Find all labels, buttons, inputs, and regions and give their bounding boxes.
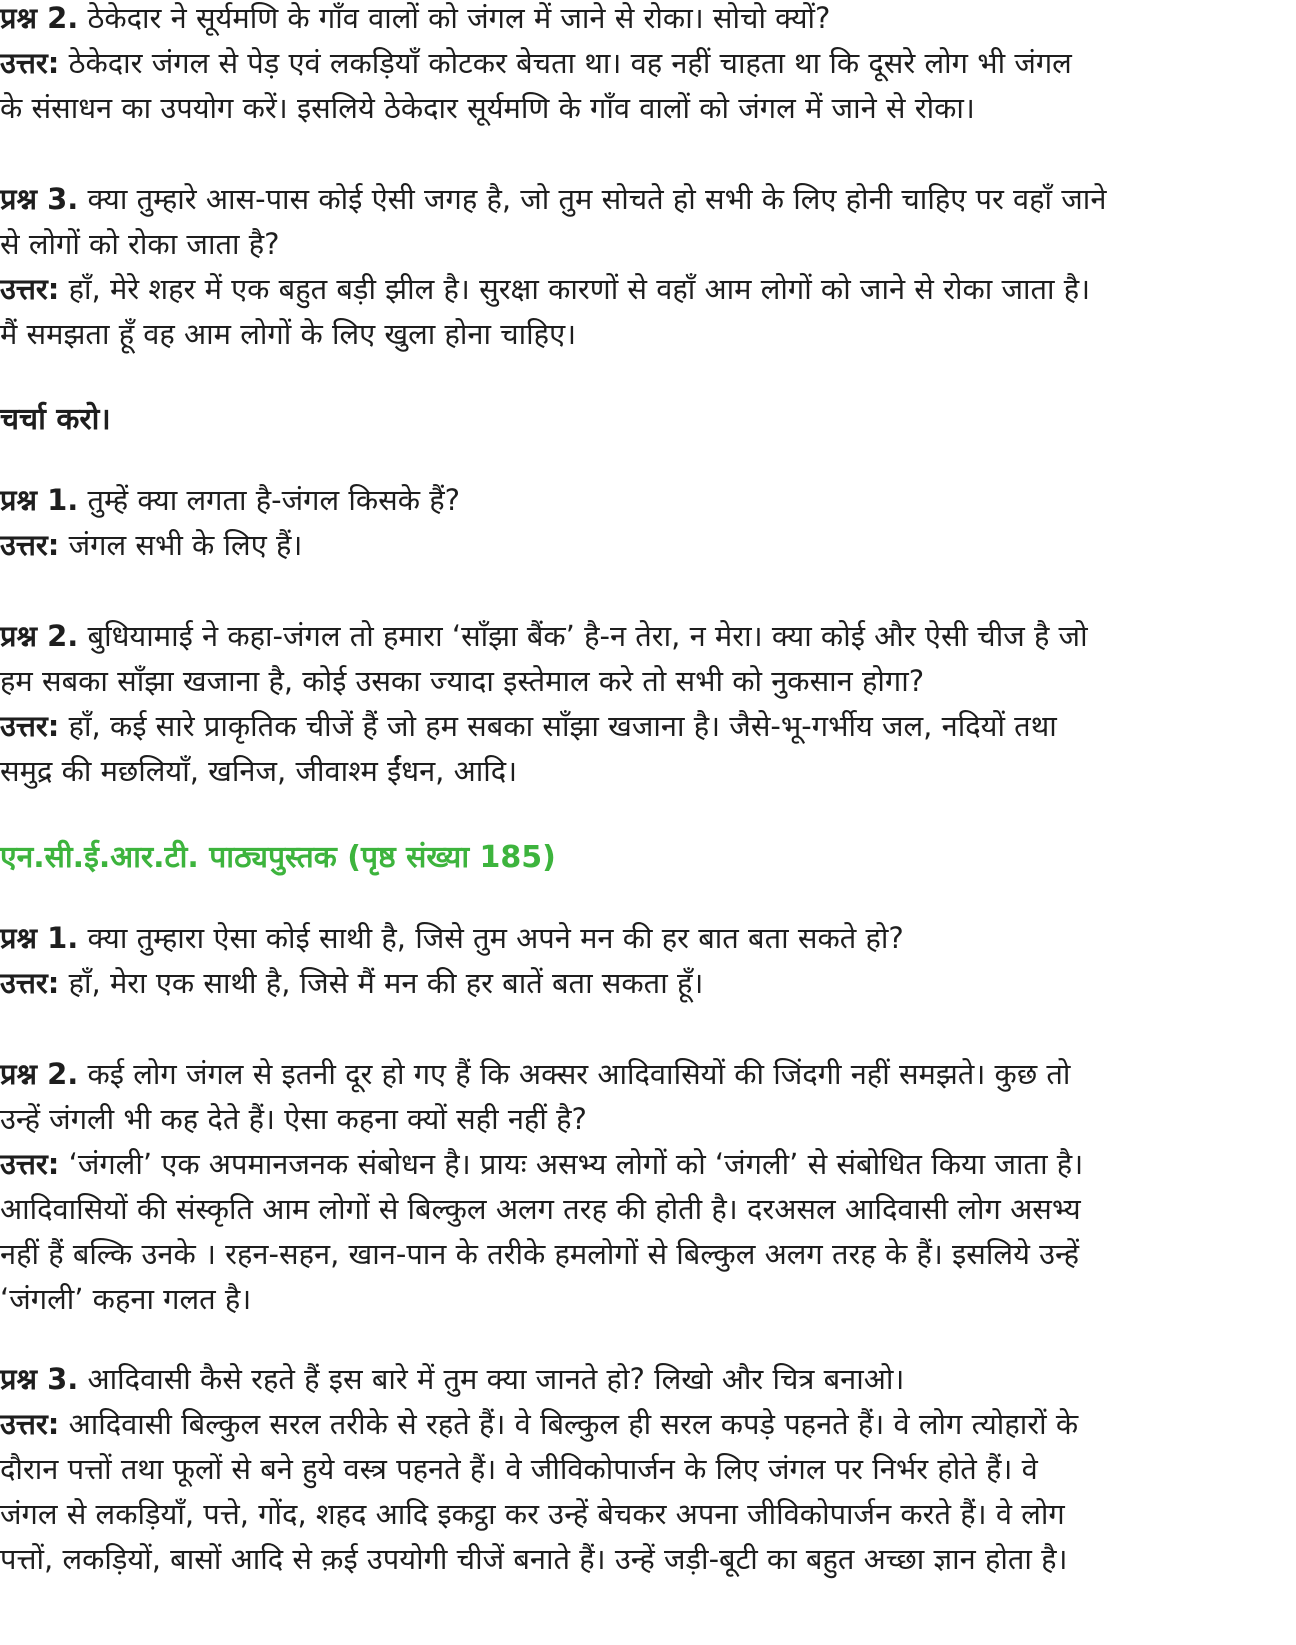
answer-label: उत्तर: (0, 1147, 60, 1181)
answer-line (0, 961, 1288, 1006)
question-text: क्या तुम्हारा ऐसा कोई साथी है, जिसे तुम अपने मन की हर बात बता सकते हो? (87, 921, 904, 955)
answer-text: आदिवासियों की संस्कृति आम लोगों से बिल्कुल अलग तरह की होती है। दरअसल आदिवासी लोग असभ्य (0, 1192, 1081, 1226)
answer-text: हाँ, मेरे शहर में एक बहुत बड़ी झील है। सुरक्षा कारणों से वहाँ आम लोगों को जाने से रोका जाता है। (68, 272, 1091, 306)
qa-block (0, 916, 1288, 1006)
answer-text: ‘जंगली’ एक अपमानजनक संबोधन है। प्रायः असभ्य लोगों को ‘जंगली’ से संबोधित किया जाता है। (68, 1147, 1084, 1181)
question-line (0, 1357, 1288, 1402)
answer-line (0, 312, 1288, 357)
answer-line (0, 86, 1288, 131)
question-text: हम सबका साँझा खजाना है, कोई उसका ज्यादा इस्तेमाल करे तो सभी को नुकसान होगा? (0, 664, 925, 698)
question-label: प्रश्न 2. (0, 1, 79, 35)
answer-text: जंगल से लकड़ियाँ, पत्ते, गोंद, शहद आदि इकट्ठा कर उन्हें बेचकर अपना जीविकोपार्जन करते हैं। वे लोग (0, 1497, 1065, 1531)
answer-text: दौरान पत्तों तथा फूलों से बने हुये वस्त्र पहनते हैं। वे जीविकोपार्जन के लिए जंगल पर निर्भर होते हैं। वे (0, 1452, 1038, 1486)
answer-text: नहीं हैं बल्कि उनके । रहन-सहन, खान-पान के तरीके हमलोगों से बिल्कुल अलग तरह के हैं। इसलिये उन्हें (0, 1237, 1080, 1271)
question-label: प्रश्न 3. (0, 182, 79, 216)
qa-block (0, 177, 1288, 357)
question-label: प्रश्न 2. (0, 1057, 79, 1091)
answer-line (0, 1402, 1288, 1447)
answer-text: समुद्र की मछलियाँ, खनिज, जीवाश्म ईंधन, आदि। (0, 754, 518, 788)
question-text: आदिवासी कैसे रहते हैं इस बारे में तुम क्या जानते हो? लिखो और चित्र बनाओ। (87, 1362, 905, 1396)
answer-text: आदिवासी बिल्कुल सरल तरीके से रहते हैं। वे बिल्कुल ही सरल कपड़े पहनते हैं। वे लोग त्योहारों के (68, 1407, 1079, 1441)
answer-label: उत्तर: (0, 1407, 60, 1441)
answer-line (0, 1447, 1288, 1492)
answer-line (0, 523, 1288, 568)
question-line (0, 916, 1288, 961)
answer-line (0, 1232, 1288, 1277)
answer-text: हाँ, कई सारे प्राकृतिक चीजें हैं जो हम सबका साँझा खजाना है। जैसे-भू-गर्भीय जल, नदियों तथा (68, 709, 1057, 743)
qa-block (0, 1052, 1288, 1322)
question-text: ठेकेदार ने सूर्यमणि के गाँव वालों को जंगल में जाने से रोका। सोचो क्यों? (87, 1, 831, 35)
question-text: बुधियामाई ने कहा-जंगल तो हमारा ‘साँझा बैंक’ है-न तेरा, न मेरा। क्या कोई और ऐसी चीज है जो (87, 619, 1088, 653)
answer-label: उत्तर: (0, 272, 60, 306)
qa-block (0, 0, 1288, 131)
answer-text: ठेकेदार जंगल से पेड़ एवं लकड़ियाँ कोटकर बेचता था। वह नहीं चाहता था कि दूसरे लोग भी जंगल (68, 46, 1072, 80)
answer-text: जंगल सभी के लिए हैं। (68, 528, 303, 562)
question-label: प्रश्न 1. (0, 483, 79, 517)
answer-text: मैं समझता हूँ वह आम लोगों के लिए खुला होना चाहिए। (0, 317, 577, 351)
question-line (0, 478, 1288, 523)
question-label: प्रश्न 1. (0, 921, 79, 955)
answer-label: उत्तर: (0, 966, 60, 1000)
question-line (0, 1052, 1288, 1097)
section-heading-textbook: एन.सी.ई.आर.टी. पाठ्यपुस्तक (पृष्ठ संख्या 185) (0, 840, 556, 875)
answer-line (0, 749, 1288, 794)
qa-block (0, 614, 1288, 794)
answer-line (0, 1187, 1288, 1232)
question-line (0, 1097, 1288, 1142)
answer-line (0, 1492, 1288, 1537)
question-text: से लोगों को रोका जाता है? (0, 227, 280, 261)
answer-label: उत्तर: (0, 709, 60, 743)
question-text: कई लोग जंगल से इतनी दूर हो गए हैं कि अक्सर आदिवासियों की जिंदगी नहीं समझते। कुछ तो (87, 1057, 1071, 1091)
answer-line (0, 1277, 1288, 1322)
question-line (0, 614, 1288, 659)
answer-text: के संसाधन का उपयोग करें। इसलिये ठेकेदार सूर्यमणि के गाँव वालों को जंगल में जाने से रोका। (0, 91, 975, 125)
question-label: प्रश्न 2. (0, 619, 79, 653)
question-line (0, 177, 1288, 222)
question-line (0, 659, 1288, 704)
question-text: तुम्हें क्या लगता है-जंगल किसके हैं? (87, 483, 460, 517)
qa-block (0, 478, 1288, 568)
question-text: उन्हें जंगली भी कह देते हैं। ऐसा कहना क्यों सही नहीं है? (0, 1102, 587, 1136)
answer-text: ‘जंगली’ कहना गलत है। (0, 1282, 252, 1316)
answer-line (0, 1537, 1288, 1582)
answer-label: उत्तर: (0, 528, 60, 562)
answer-line (0, 267, 1288, 312)
answer-label: उत्तर: (0, 46, 60, 80)
qa-block (0, 1357, 1288, 1582)
question-line (0, 222, 1288, 267)
answer-text: हाँ, मेरा एक साथी है, जिसे मैं मन की हर बातें बता सकता हूँ। (68, 966, 704, 1000)
answer-line (0, 41, 1288, 86)
answer-line (0, 704, 1288, 749)
section-heading-discuss: चर्चा करो। (0, 402, 111, 437)
question-text: क्या तुम्हारे आस-पास कोई ऐसी जगह है, जो तुम सोचते हो सभी के लिए होनी चाहिए पर वहाँ जाने (87, 182, 1107, 216)
question-line (0, 0, 1288, 41)
answer-line (0, 1142, 1288, 1187)
question-label: प्रश्न 3. (0, 1362, 79, 1396)
answer-text: पत्तों, लकड़ियों, बासों आदि से क़ई उपयोगी चीजें बनाते हैं। उन्हें जड़ी-बूटी का बहुत अच्छा ज्ञान होता है। (0, 1542, 1068, 1576)
